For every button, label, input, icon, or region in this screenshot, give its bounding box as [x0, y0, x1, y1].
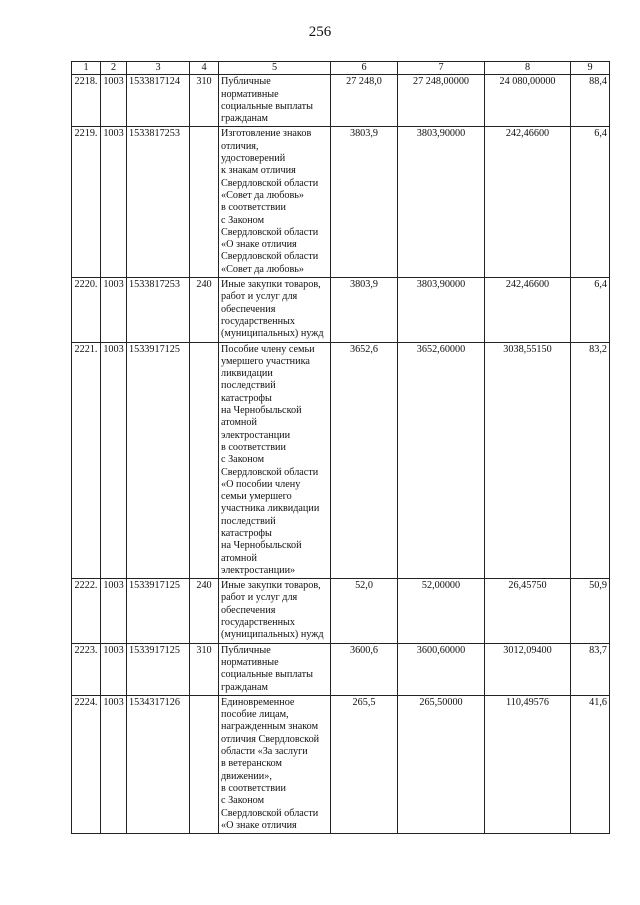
target-article-code: 1533817253	[127, 127, 190, 278]
table-row	[72, 75, 610, 127]
plan-amount: 27 248,0	[331, 75, 398, 127]
plan-amount: 265,5	[331, 695, 398, 833]
execution-percent: 6,4	[571, 127, 610, 278]
header-cell: 7	[398, 62, 485, 75]
execution-percent: 41,6	[571, 695, 610, 833]
executed-amount: 242,46600	[485, 278, 571, 342]
page-number: 256	[308, 24, 332, 40]
table-row	[72, 278, 610, 342]
plan-amount: 3803,9	[331, 127, 398, 278]
refined-amount: 3803,90000	[398, 278, 485, 342]
header-row	[72, 62, 610, 75]
execution-percent: 83,7	[571, 643, 610, 695]
table-row	[72, 579, 610, 643]
section-code: 1003	[101, 342, 127, 579]
expense-type-code: 310	[190, 75, 219, 127]
header-cell: 2	[101, 62, 127, 75]
executed-amount: 110,49576	[485, 695, 571, 833]
row-number: 2221.	[72, 342, 101, 579]
row-number: 2219.	[72, 127, 101, 278]
execution-percent: 6,4	[571, 278, 610, 342]
plan-amount: 3600,6	[331, 643, 398, 695]
execution-percent: 88,4	[571, 75, 610, 127]
plan-amount: 3652,6	[331, 342, 398, 579]
table-row	[72, 127, 610, 278]
target-article-code: 1533817253	[127, 278, 190, 342]
section-code: 1003	[101, 579, 127, 643]
refined-amount: 52,00000	[398, 579, 485, 643]
section-code: 1003	[101, 75, 127, 127]
header-cell: 6	[331, 62, 398, 75]
item-name: Пособие члену семьи умершего участника ликвидации последствий катастрофы на Чернобыльской атомной электростанции в соответствии с Законом Свердловской области «О пособии члену семьи умершего участника ликвидации последствий катастрофы на Чернобыльской атомной электростанции»	[219, 342, 331, 579]
row-number: 2223.	[72, 643, 101, 695]
item-name: Изготовление знаков отличия, удостоверений к знакам отличия Свердловской области «Совет да любовь» в соответствии с Законом Свердловской области «О знаке отличия Свердловской области «Совет да любовь»	[219, 127, 331, 278]
table-row	[72, 695, 610, 833]
refined-amount: 3600,60000	[398, 643, 485, 695]
executed-amount: 3012,09400	[485, 643, 571, 695]
executed-amount: 24 080,00000	[485, 75, 571, 127]
header-cell: 4	[190, 62, 219, 75]
expense-type-code: 310	[190, 643, 219, 695]
item-name: Публичные нормативные социальные выплаты гражданам	[219, 75, 331, 127]
plan-amount: 52,0	[331, 579, 398, 643]
table-body	[72, 75, 610, 834]
expense-type-code	[190, 127, 219, 278]
plan-amount: 3803,9	[331, 278, 398, 342]
row-number: 2224.	[72, 695, 101, 833]
item-name: Иные закупки товаров, работ и услуг для обеспечения государственных (муниципальных) нужд	[219, 579, 331, 643]
item-name: Публичные нормативные социальные выплаты гражданам	[219, 643, 331, 695]
refined-amount: 3803,90000	[398, 127, 485, 278]
budget-table	[71, 61, 610, 834]
header-cell: 9	[571, 62, 610, 75]
executed-amount: 26,45750	[485, 579, 571, 643]
table-header	[72, 62, 610, 75]
execution-percent: 50,9	[571, 579, 610, 643]
refined-amount: 3652,60000	[398, 342, 485, 579]
header-cell: 3	[127, 62, 190, 75]
item-name: Единовременное пособие лицам, награжденным знаком отличия Свердловской области «За заслуги в ветеранском движении», в соответствии с Законом Свердловской области «О знаке отличия	[219, 695, 331, 833]
header-cell: 8	[485, 62, 571, 75]
table-row	[72, 342, 610, 579]
target-article-code: 1534317126	[127, 695, 190, 833]
row-number: 2220.	[72, 278, 101, 342]
target-article-code: 1533917125	[127, 342, 190, 579]
expense-type-code: 240	[190, 278, 219, 342]
table-row	[72, 643, 610, 695]
expense-type-code	[190, 695, 219, 833]
expense-type-code	[190, 342, 219, 579]
header-cell: 1	[72, 62, 101, 75]
row-number: 2222.	[72, 579, 101, 643]
expense-type-code: 240	[190, 579, 219, 643]
section-code: 1003	[101, 643, 127, 695]
item-name: Иные закупки товаров, работ и услуг для обеспечения государственных (муниципальных) нужд	[219, 278, 331, 342]
target-article-code: 1533817124	[127, 75, 190, 127]
executed-amount: 242,46600	[485, 127, 571, 278]
section-code: 1003	[101, 278, 127, 342]
refined-amount: 27 248,00000	[398, 75, 485, 127]
target-article-code: 1533917125	[127, 643, 190, 695]
row-number: 2218.	[72, 75, 101, 127]
target-article-code: 1533917125	[127, 579, 190, 643]
header-cell: 5	[219, 62, 331, 75]
executed-amount: 3038,55150	[485, 342, 571, 579]
refined-amount: 265,50000	[398, 695, 485, 833]
section-code: 1003	[101, 127, 127, 278]
section-code: 1003	[101, 695, 127, 833]
execution-percent: 83,2	[571, 342, 610, 579]
